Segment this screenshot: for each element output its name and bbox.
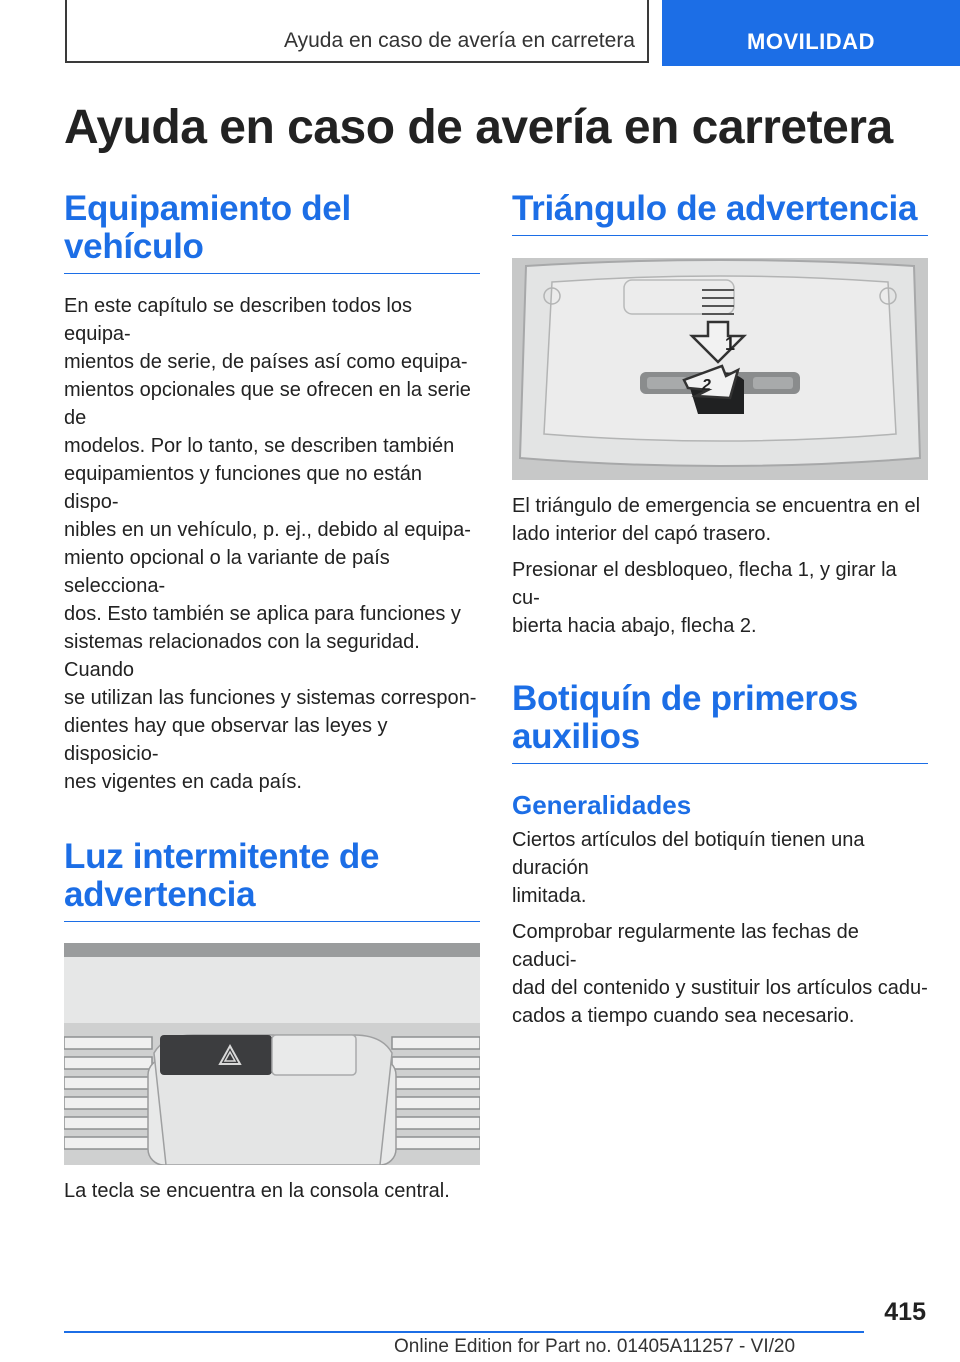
vehicle-equipment-paragraph bbox=[64, 292, 480, 796]
paragraph-line: sistemas relacionados con la seguridad. Cuando bbox=[64, 631, 420, 681]
chapter-tab-label: MOVILIDAD bbox=[747, 29, 875, 54]
paragraph-line: El triángulo de emergencia se encuentra en el bbox=[512, 495, 921, 517]
hazard-switch-illustration bbox=[64, 943, 480, 1165]
paragraph-line: nibles en un vehículo, p. ej., debido al equipa- bbox=[64, 519, 471, 541]
heading-line: Luz intermitente de bbox=[64, 837, 380, 876]
page-number: 415 bbox=[884, 1298, 926, 1326]
heading-line: advertencia bbox=[64, 875, 256, 914]
running-header-title: Ayuda en caso de avería en carretera bbox=[283, 29, 635, 52]
first-aid-check-paragraph bbox=[512, 918, 928, 1030]
right-column bbox=[512, 190, 928, 1030]
warning-triangle-location-paragraph bbox=[512, 492, 928, 548]
arrow-2-label: 2 bbox=[702, 377, 711, 394]
paragraph-line: mientos de serie, de países así como equipa- bbox=[64, 351, 468, 373]
heading-warning-triangle: Triángulo de advertencia bbox=[512, 190, 928, 236]
paragraph-line: dad del contenido y sustituir los artículos cadu- bbox=[512, 977, 928, 999]
footer-divider bbox=[64, 1331, 864, 1333]
paragraph-line: dientes hay que observar las leyes y disposicio- bbox=[64, 715, 388, 765]
paragraph-line: Ciertos artículos del botiquín tienen una duración bbox=[512, 829, 865, 879]
footer-edition-text: Online Edition for Part no. 01405A11257 - VI/20 bbox=[394, 1336, 796, 1357]
paragraph-line: nes vigentes en cada país. bbox=[64, 771, 302, 793]
running-header bbox=[65, 0, 649, 63]
paragraph-line: modelos. Por lo tanto, se describen también bbox=[64, 435, 455, 457]
paragraph-line: En este capítulo se describen todos los equipa- bbox=[64, 295, 412, 345]
paragraph-line: miento opcional o la variante de país selecciona- bbox=[64, 547, 390, 597]
page-title: Ayuda en caso de avería en carretera bbox=[64, 101, 893, 154]
paragraph-line: se utilizan las funciones y sistemas correspon- bbox=[64, 687, 477, 709]
subheading-general: Generalidades bbox=[512, 790, 692, 820]
paragraph-line: limitada. bbox=[512, 885, 587, 907]
warning-triangle-illustration bbox=[512, 258, 928, 480]
hazard-lights-caption: La tecla se encuentra en la consola central. bbox=[64, 1180, 450, 1202]
paragraph-line: bierta hacia abajo, flecha 2. bbox=[512, 615, 757, 637]
chapter-tab[interactable] bbox=[662, 0, 960, 66]
paragraph-line: cados a tiempo cuando sea necesario. bbox=[512, 1005, 855, 1027]
paragraph-line: Presionar el desbloqueo, flecha 1, y girar la cu- bbox=[512, 559, 897, 609]
heading-hazard-lights bbox=[64, 838, 480, 922]
heading-line: Botiquín de primeros bbox=[512, 679, 858, 718]
paragraph-line: mientos opcionales que se ofrecen en la serie de bbox=[64, 379, 471, 429]
paragraph-line: lado interior del capó trasero. bbox=[512, 523, 772, 545]
paragraph-line: Comprobar regularmente las fechas de caduci- bbox=[512, 921, 859, 971]
left-column bbox=[64, 190, 480, 1205]
heading-first-aid bbox=[512, 680, 928, 764]
heading-line: auxilios bbox=[512, 717, 640, 756]
first-aid-expiry-paragraph bbox=[512, 826, 928, 910]
paragraph-line: equipamientos y funciones que no están dispo- bbox=[64, 463, 423, 513]
paragraph-line: dos. Esto también se aplica para funciones y bbox=[64, 603, 461, 625]
warning-triangle-instructions-paragraph bbox=[512, 556, 928, 640]
arrow-1-label: 1 bbox=[725, 334, 736, 354]
heading-vehicle-equipment: Equipamiento del vehículo bbox=[64, 190, 480, 274]
